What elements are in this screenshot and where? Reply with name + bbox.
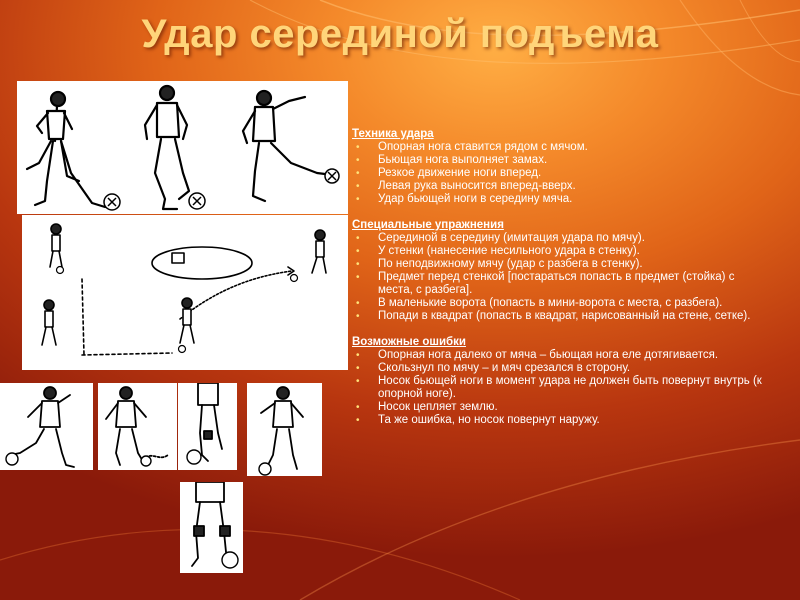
ball-icon — [222, 552, 238, 568]
ball-icon — [187, 450, 201, 464]
error-drawing-4 — [247, 383, 322, 476]
list-item: • Предмет перед стенкой [постараться попасть в предмет (стойка) с места, с разбега]. — [352, 271, 772, 297]
ball-icon — [189, 193, 205, 209]
ball-icon — [141, 456, 151, 466]
exercises-list — [352, 232, 772, 323]
kick-sequence-drawing — [17, 81, 348, 214]
ball-icon — [291, 275, 298, 282]
exercise-diagram-drawing — [22, 215, 348, 370]
list-item: • Носок цепляет землю. — [352, 401, 772, 414]
list-item: • Та же ошибка, но носок повернут наружу. — [352, 414, 772, 427]
ball-icon — [325, 169, 339, 183]
error-drawing-3 — [178, 383, 237, 470]
errors-list — [352, 349, 772, 427]
list-item: • Опорная нога ставится рядом с мячом. — [352, 141, 772, 154]
technique-list — [352, 141, 772, 206]
section-heading-errors: Возможные ошибки — [352, 336, 466, 348]
exercise-diagram — [22, 215, 348, 370]
error-illustration-2 — [98, 383, 177, 470]
section-heading-exercises: Специальные упражнения — [352, 219, 504, 231]
error-drawing-5 — [180, 482, 243, 573]
list-item: • Удар бьющей ноги в середину мяча. — [352, 193, 772, 206]
error-illustration-3 — [178, 383, 237, 470]
list-item: • Серединой в середину (имитация удара по мячу). — [352, 232, 772, 245]
error-drawing-1 — [0, 383, 93, 470]
text-content — [352, 128, 772, 440]
ball-icon — [104, 194, 120, 210]
error-drawing-2 — [98, 383, 177, 470]
list-item: • В маленькие ворота (попасть в мини-ворота с места, с разбега). — [352, 297, 772, 310]
ball-icon — [57, 267, 64, 274]
slide-title: Удар серединой подъема — [141, 12, 659, 56]
error-illustration-4 — [247, 383, 322, 476]
list-item: • Опорная нога далеко от мяча – бьющая нога еле дотягивается. — [352, 349, 772, 362]
error-illustration-1 — [0, 383, 93, 470]
list-item: • Носок бьющей ноги в момент удара не должен быть повернут внутрь (к опорной ноге). — [352, 375, 772, 401]
ball-icon — [6, 453, 18, 465]
list-item: • По неподвижному мячу (удар с разбега в стенку). — [352, 258, 772, 271]
list-item: • Резкое движение ноги вперед. — [352, 167, 772, 180]
list-item: • Скользнул по мячу – и мяч срезался в сторону. — [352, 362, 772, 375]
section-heading-technique: Техника удара — [352, 128, 434, 140]
list-item: • Левая рука выносится вперед-вверх. — [352, 180, 772, 193]
list-item: • У стенки (нанесение несильного удара в стенку). — [352, 245, 772, 258]
list-item: • Бьющая нога выполняет замах. — [352, 154, 772, 167]
error-illustration-5 — [180, 482, 243, 573]
kick-sequence-illustration — [17, 81, 348, 214]
list-item: • Попади в квадрат (попасть в квадрат, нарисованный на стене, сетке). — [352, 310, 772, 323]
ball-icon — [179, 346, 186, 353]
ball-icon — [259, 463, 271, 475]
